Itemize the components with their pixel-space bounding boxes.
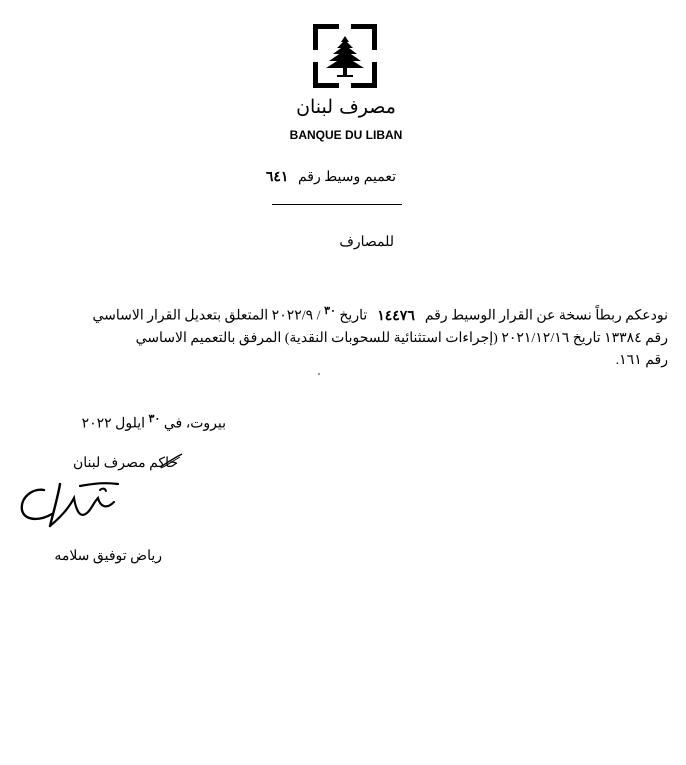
bank-name-french: BANQUE DU LIBAN bbox=[289, 128, 403, 142]
place-prefix: بيروت، في bbox=[163, 416, 226, 432]
circular-number: ٦٤١ bbox=[265, 170, 289, 185]
body-line-3: رقم ١٦١. bbox=[615, 352, 668, 368]
title-underline bbox=[272, 204, 402, 205]
body-line-1-part-a: نودعكم ربطاً نسخة عن القرار الوسيط رقم bbox=[424, 308, 668, 324]
date-day: ٣٠ bbox=[148, 413, 161, 425]
place-and-date bbox=[40, 412, 226, 433]
body-line-1-date-label: تاريخ bbox=[339, 308, 368, 324]
signer-name: رياض توفيق سلامه bbox=[54, 549, 162, 564]
bank-name-arabic: مصرف لبنان bbox=[296, 96, 396, 118]
date-month-year: ايلول ٢٠٢٢ bbox=[81, 416, 145, 432]
decision-number: ١٤٤٧٦ bbox=[377, 308, 415, 324]
circular-label: تعميم وسيط رقم bbox=[297, 170, 396, 185]
cedar-tree-icon bbox=[326, 36, 364, 77]
signer-title: حاكم مصرف لبنان bbox=[72, 456, 178, 471]
addressee: للمصارف bbox=[339, 235, 394, 250]
letter-body bbox=[40, 300, 668, 372]
circular-title bbox=[230, 169, 396, 186]
body-line-1 bbox=[40, 300, 668, 328]
banque-du-liban-logo bbox=[309, 20, 381, 92]
body-line-2: رقم ١٣٣٨٤ تاريخ ٢٠٢١/١٢/١٦ (إجراءات استثنائية للسحوبات النقدية) المرفق بالتعميم الاساسي bbox=[135, 330, 668, 346]
scan-speck bbox=[318, 373, 320, 375]
decision-day: ٣٠ bbox=[324, 305, 336, 317]
handwritten-signature bbox=[14, 476, 124, 534]
body-line-1-part-c: / ٢٠٢٢/٩ المتعلق بتعديل القرار الاساسي bbox=[92, 308, 321, 324]
